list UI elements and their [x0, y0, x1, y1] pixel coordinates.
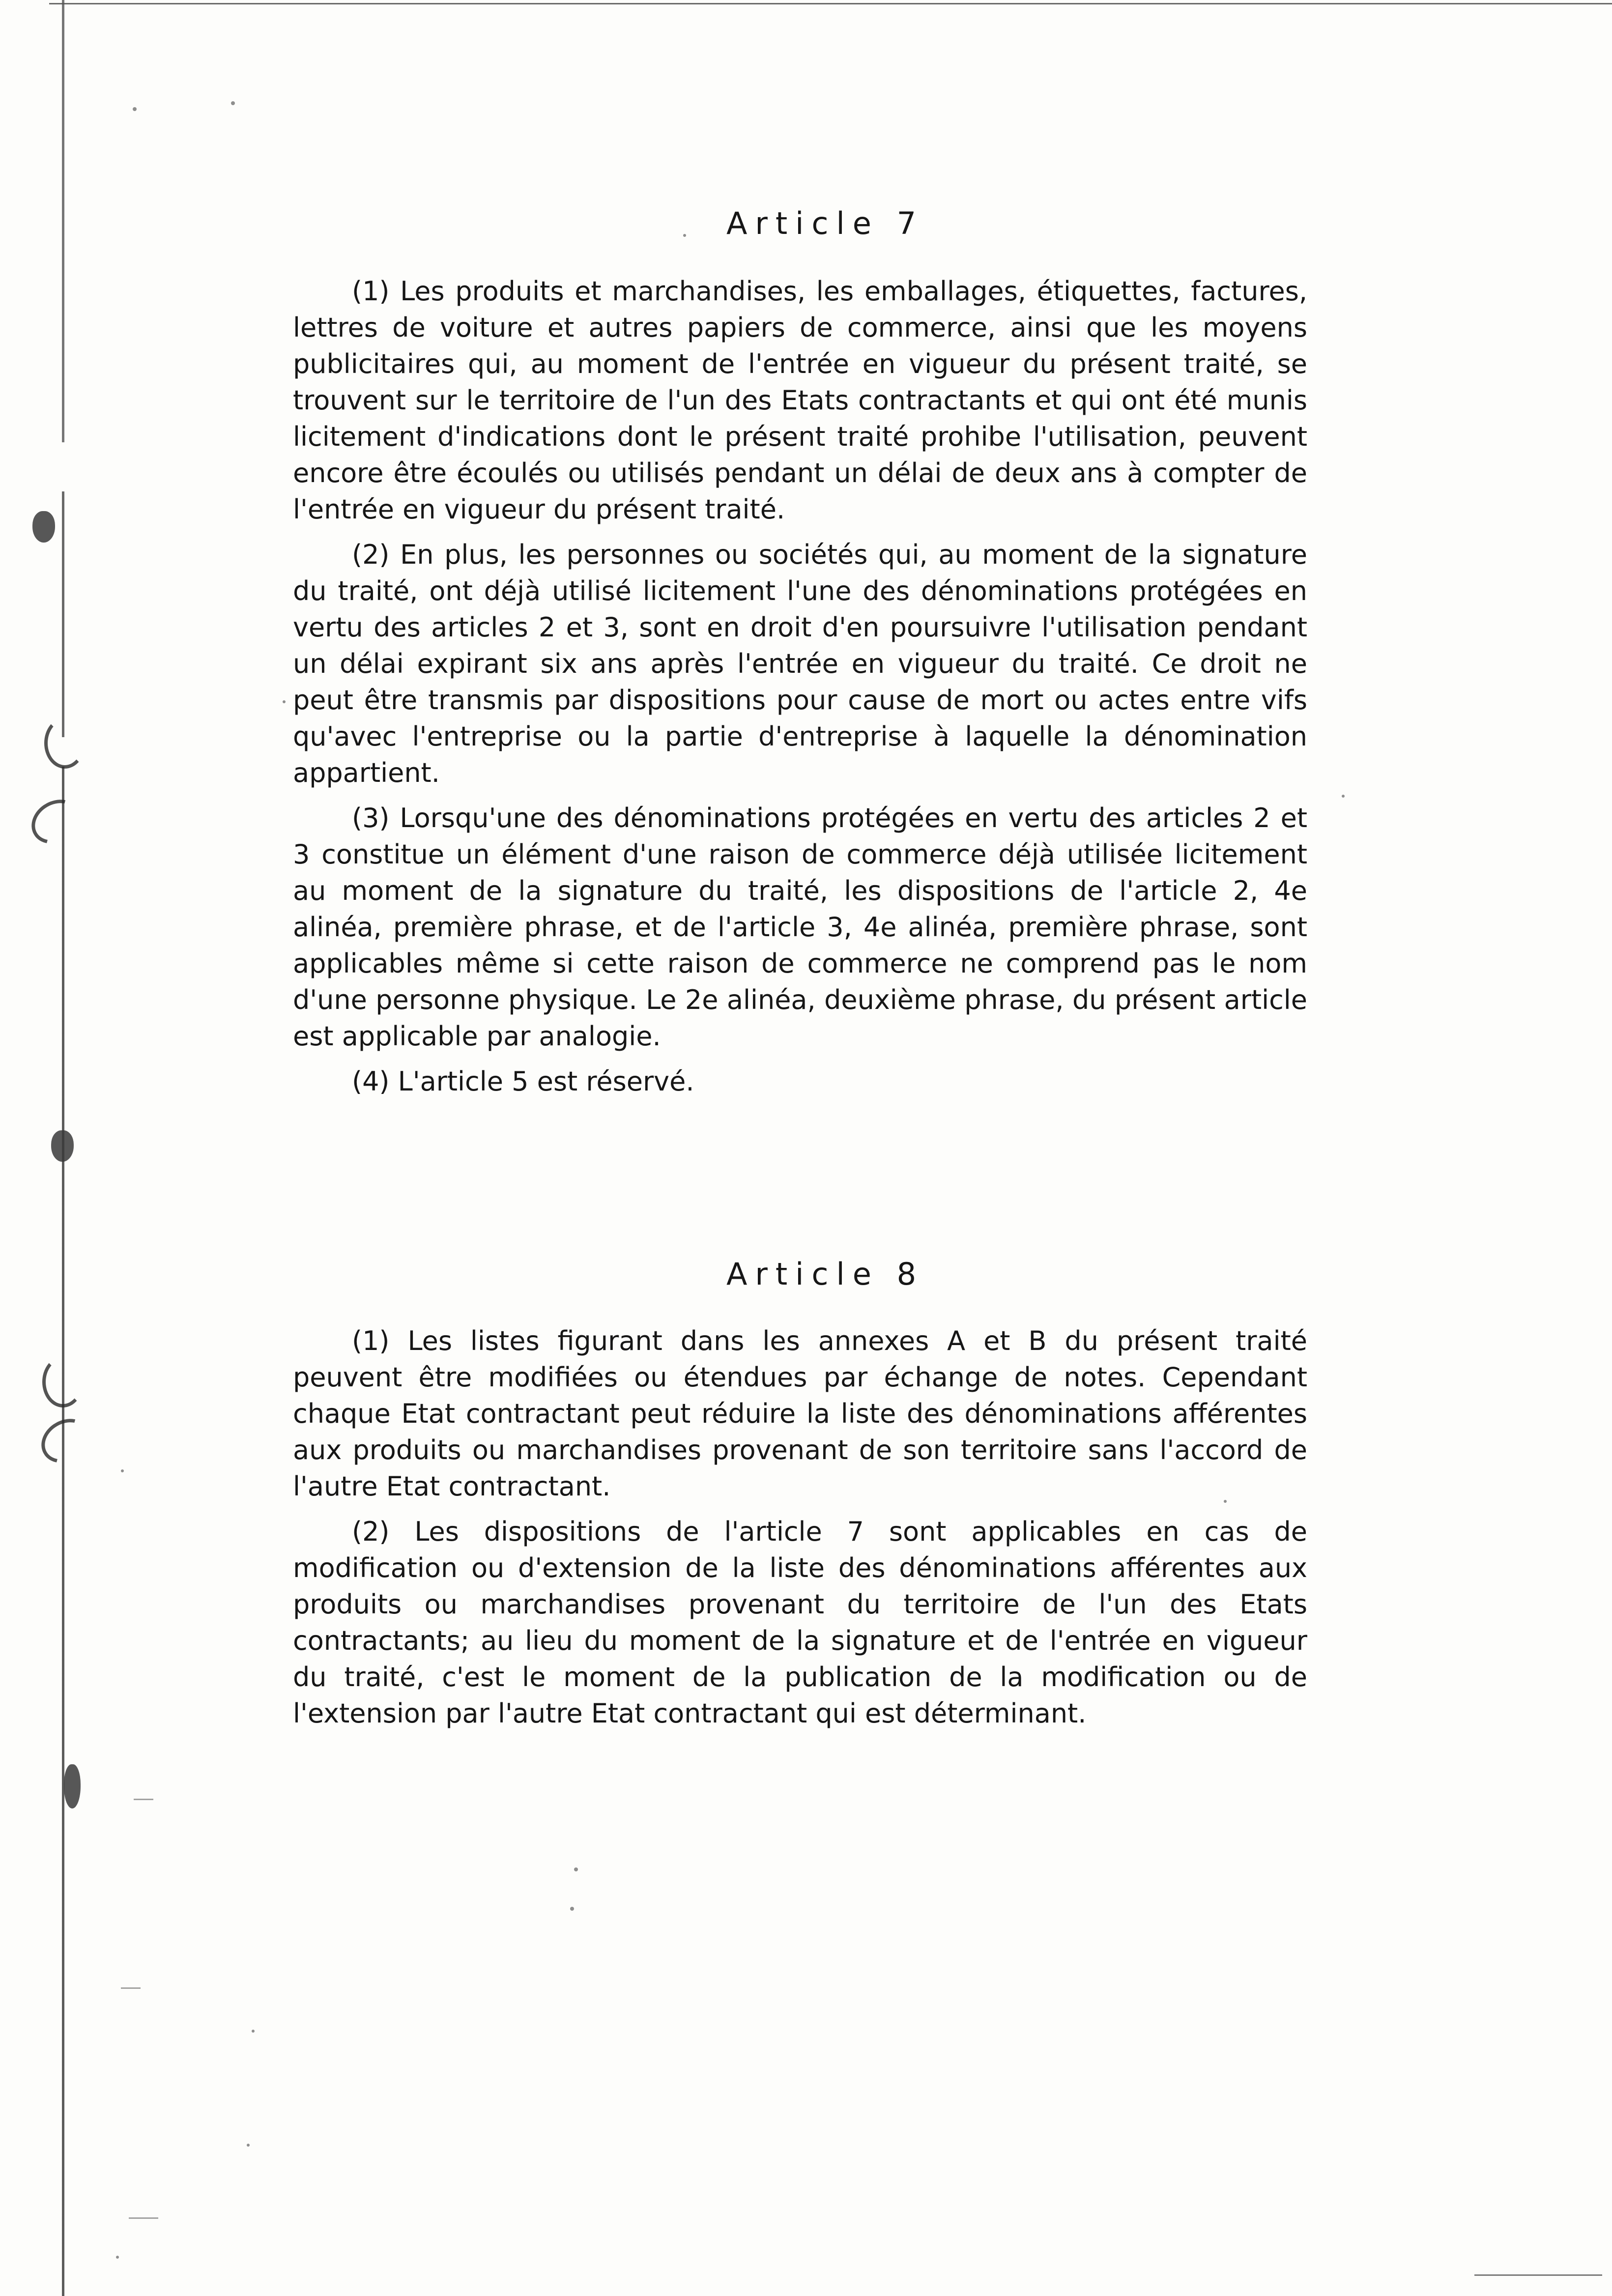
scan-dash: [134, 1799, 153, 1800]
binding-mark: [42, 1356, 84, 1407]
scan-speck: [252, 2030, 255, 2033]
article-8-paragraph-2: (2) Les dispositions de l'article 7 sont applicables en cas de modification ou d'extension de la liste des dénominations afférentes aux produits ou marchandises provenant du territoire de l'un des Etats contractants; au lieu du moment de la signature et de l'entrée en vigueur du traité, c'est le moment de la publication de la modification ou de l'extension par l'autre Etat contractant qui est déterminant.: [293, 1516, 1307, 1729]
article-7-heading: Article 7: [726, 205, 924, 241]
scan-speck: [133, 107, 137, 111]
binding-blob: [32, 511, 55, 543]
article-7-paragraph-1: (1) Les produits et marchandises, les emballages, étiquettes, factures, lettres de voiture et autres papiers de commerce, ainsi que les moyens publicitaires qui, au moment de l'entrée en vigueur du présent traité, se trouvent sur le territoire de l'un des Etats contractants et qui ont été munis licitement d'indications dont le présent traité prohibe l'utilisation, peuvent encore être écoulés ou utilisés pendant un délai de deux ans à compter de l'entrée en vigueur du présent traité.: [293, 276, 1307, 525]
scan-speck: [574, 1867, 578, 1871]
article-8-heading: Article 8: [726, 1256, 924, 1292]
binding-mark: [24, 791, 88, 853]
scan-top-rule: [49, 3, 1612, 4]
scan-speck: [1342, 795, 1345, 798]
scan-speck: [121, 1469, 124, 1472]
scan-speck: [283, 700, 286, 703]
scan-speck: [116, 2256, 119, 2259]
article-7-paragraph-4: (4) L'article 5 est réservé.: [352, 1066, 694, 1097]
article-7-body: [293, 273, 1307, 1100]
binding-blob: [64, 1764, 81, 1808]
article-7-paragraph-3: (3) Lorsqu'une des dénominations protégées en vertu des articles 2 et 3 constitue un élément d'une raison de commerce déjà utilisée licitement au moment de la signature du traité, les dispositions de l'article 2, 4e alinéa, première phrase, et de l'article 3, 4e alinéa, première phrase, sont applicables même si cette raison de commerce ne comprend pas le nom d'une personne physique. Le 2e alinéa, deuxième phrase, du présent article est applicable par analogie.: [293, 803, 1307, 1052]
scan-speck: [570, 1907, 574, 1911]
scan-corner-rule: [1474, 2274, 1602, 2276]
binding-mark: [33, 1410, 98, 1472]
scan-dash: [129, 2217, 158, 2219]
scan-speck: [231, 101, 235, 105]
article-8-paragraph-1: (1) Les listes figurant dans les annexes A et B du présent traité peuvent être modifiées ou étendues par échange de notes. Cependant chaque Etat contractant peut réduire la liste des dénominations afférentes aux produits ou marchandises provenant de son territoire sans l'accord de l'autre Etat contractant.: [293, 1325, 1307, 1502]
binding-blob: [51, 1130, 74, 1162]
binding-mark: [44, 718, 86, 769]
scan-dash: [121, 1987, 141, 1989]
article-8-body: [293, 1323, 1307, 1732]
article-7-paragraph-2: (2) En plus, les personnes ou sociétés qui, au moment de la signature du traité, ont déjà utilisé licitement l'une des dénominations protégées en vertu des articles 2 et 3, sont en droit d'en poursuivre l'utilisation pendant un délai expirant six ans après l'entrée en vigueur du traité. Ce droit ne peut être transmis par dispositions pour cause de mort ou actes entre vifs qu'avec l'entreprise ou la partie d'entreprise à laquelle la dénomination appartient.: [293, 539, 1307, 788]
scan-speck: [247, 2144, 250, 2147]
